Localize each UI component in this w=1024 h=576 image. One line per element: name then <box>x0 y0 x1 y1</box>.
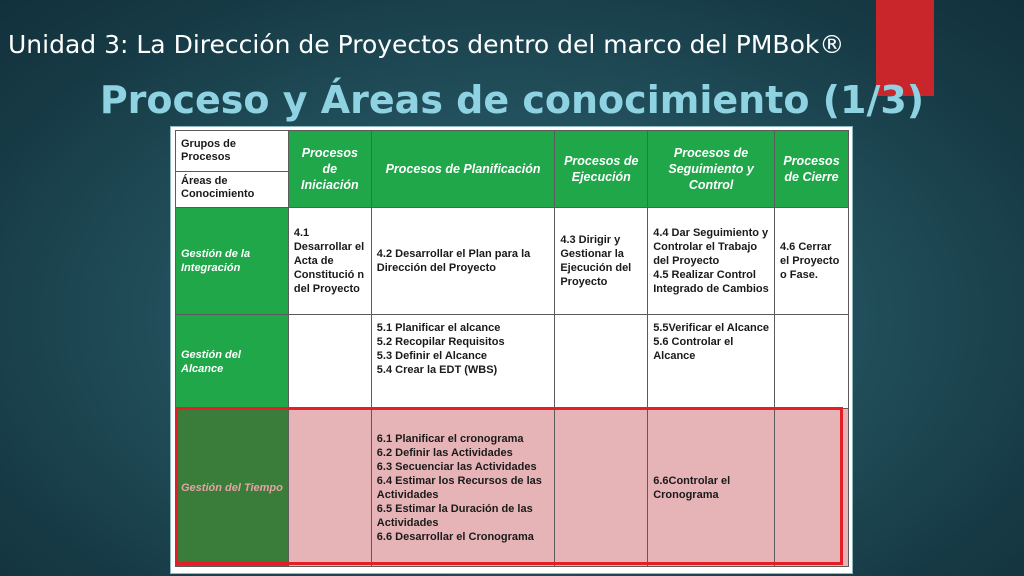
cell-tiempo-planificacion: 6.1 Planificar el cronograma 6.2 Definir las Actividades 6.3 Secuenciar las Actividades 6.4 Estimar los Recursos de las Actividades 6.5 Estimar la Duración de las Actividades 6.6 Desarrollar el Cronograma <box>371 409 555 567</box>
area-alcance: Gestión del Alcance <box>176 315 289 409</box>
cell-integracion-planificacion: 4.2 Desarrollar el Plan para la Dirección del Proyecto <box>371 208 555 315</box>
table-row-alcance <box>176 315 849 409</box>
area-integracion: Gestión de la Integración <box>176 208 289 315</box>
slide-subtitle: Unidad 3: La Dirección de Proyectos dentro del marco del PMBok® <box>8 30 845 59</box>
cell-alcance-cierre <box>775 315 849 409</box>
process-area-table <box>175 130 849 567</box>
cell-tiempo-ejecucion <box>555 409 648 567</box>
cell-alcance-seguimiento: 5.5Verificar el Alcance 5.6 Controlar el Alcance <box>648 315 775 409</box>
area-tiempo: Gestión del Tiempo <box>176 409 289 567</box>
cell-integracion-ejecucion: 4.3 Dirigir y Gestionar la Ejecución del Proyecto <box>555 208 648 315</box>
header-ejecucion: Procesos de Ejecución <box>555 131 648 208</box>
corner-groups-label: Grupos de Procesos <box>176 135 288 172</box>
header-planificacion: Procesos de Planificación <box>371 131 555 208</box>
table-corner <box>176 131 289 208</box>
cell-integracion-seguimiento: 4.4 Dar Seguimiento y Controlar el Trabajo del Proyecto 4.5 Realizar Control Integrado de Cambios <box>648 208 775 315</box>
cell-alcance-planificacion: 5.1 Planificar el alcance 5.2 Recopilar Requisitos 5.3 Definir el Alcance 5.4 Crear la EDT (WBS) <box>371 315 555 409</box>
header-row <box>176 131 849 208</box>
slide-title: Proceso y Áreas de conocimiento (1/3) <box>99 78 925 122</box>
cell-alcance-ejecucion <box>555 315 648 409</box>
cell-tiempo-cierre <box>775 409 849 567</box>
header-seguimiento: Procesos de Seguimiento y Control <box>648 131 775 208</box>
header-iniciacion: Procesos de Iniciación <box>288 131 371 208</box>
table-row-tiempo <box>176 409 849 567</box>
corner-areas-label: Áreas de Conocimiento <box>181 174 255 200</box>
table-row-integracion <box>176 208 849 315</box>
cell-tiempo-seguimiento: 6.6Controlar el Cronograma <box>648 409 775 567</box>
cell-alcance-iniciacion <box>288 315 371 409</box>
cell-integracion-cierre: 4.6 Cerrar el Proyecto o Fase. <box>775 208 849 315</box>
cell-tiempo-iniciacion <box>288 409 371 567</box>
cell-integracion-iniciacion: 4.1 Desarrollar el Acta de Constitució n del Proyecto <box>288 208 371 315</box>
header-cierre: Procesos de Cierre <box>775 131 849 208</box>
